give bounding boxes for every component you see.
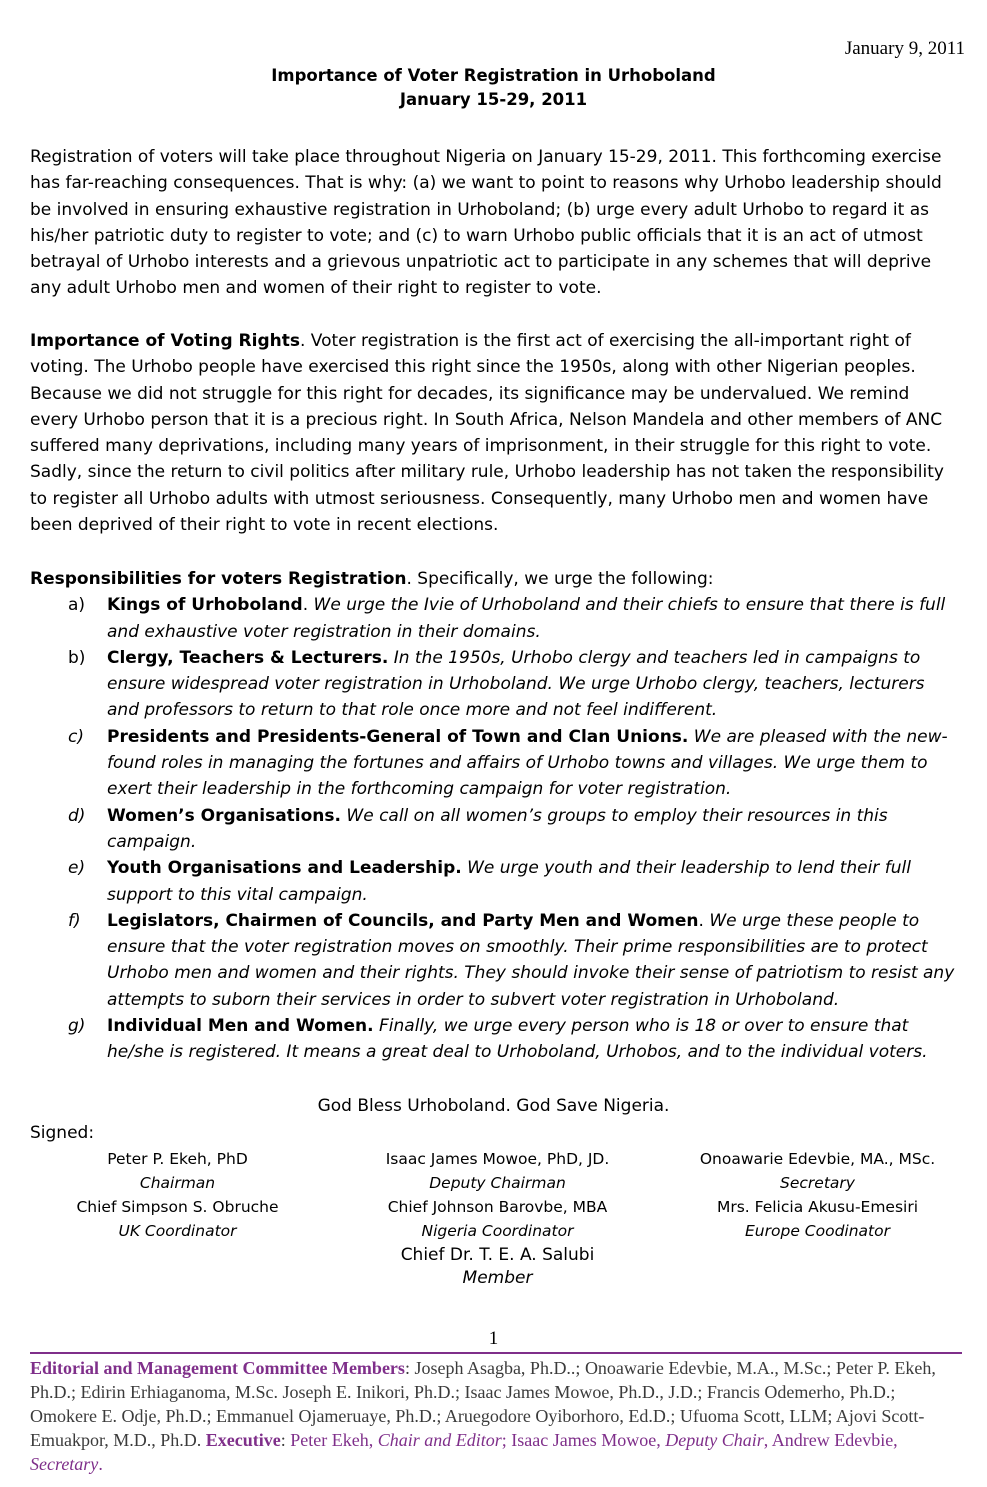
page-number: 1 — [488, 1328, 499, 1349]
responsibilities-section — [30, 566, 960, 1066]
list-item-content — [107, 908, 960, 1013]
executive-role-2: Deputy Chair — [665, 1430, 764, 1450]
list-item-separator: . — [302, 595, 314, 616]
list-item-letter: e) — [68, 858, 86, 879]
list-item-letter: f) — [68, 910, 81, 931]
responsibilities-intro — [30, 566, 960, 592]
signatory-name: Mrs. Felicia Akusu-Emesiri — [716, 1198, 919, 1216]
footer-end: . — [98, 1454, 103, 1474]
list-item — [30, 908, 960, 1013]
executive-label: Executive — [205, 1430, 281, 1450]
list-item-separator: . — [698, 910, 710, 931]
list-item-content — [107, 855, 960, 908]
list-item-description: Finally, we urge every person who is 18 or over to ensure that he/she is registered. It means a great deal to Urhoboland, Urhobos, and to the individual voters. — [107, 1016, 928, 1063]
signatory-name: Isaac James Mowoe, PhD, JD. — [385, 1150, 610, 1168]
list-item-content — [107, 724, 960, 803]
signatory-name: Onoawarie Edevbie, MA., MSc. — [699, 1150, 936, 1168]
signatory-name: Chief Johnson Barovbe, MBA — [387, 1198, 608, 1216]
list-item-heading: Youth Organisations and Leadership. — [107, 858, 462, 879]
list-item-heading: Individual Men and Women. — [107, 1016, 374, 1037]
list-item-description: We urge the Ivie of Urhoboland and their chiefs to ensure that there is full and exhaustive voter registration in their domains. — [107, 595, 946, 642]
responsibilities-heading: Responsibilities for voters Registration — [30, 569, 407, 589]
closing-blessing: God Bless Urhoboland. God Save Nigeria. — [317, 1096, 670, 1116]
signatory-role: Chairman — [139, 1174, 216, 1192]
member-signatory-role: Member — [462, 1268, 533, 1288]
footer-divider — [30, 1352, 962, 1354]
list-item — [30, 1013, 960, 1066]
list-item-letter: d) — [68, 805, 86, 826]
list-item-heading: Women’s Organisations. — [107, 805, 341, 826]
committee-label: Editorial and Management Committee Members — [30, 1358, 405, 1378]
title-line-2: January 15-29, 2011 — [399, 90, 588, 109]
responsibilities-list — [30, 592, 960, 1065]
executive-separator: : — [280, 1430, 286, 1450]
executive-member-1: Peter Ekeh, — [290, 1430, 378, 1450]
executive-member-2: ; Isaac James Mowoe, — [501, 1430, 666, 1450]
list-item-description: In the 1950s, Urhobo clergy and teachers led in campaigns to ensure widespread voter registration in Urhoboland. We urge Urhobo clergy, teachers, lecturers and professors to return to that role once more and not feel indifferent. — [107, 647, 925, 721]
signatory-column-1 — [40, 1147, 315, 1243]
list-item-letter: g) — [68, 1016, 86, 1037]
voting-rights-paragraph — [30, 328, 960, 538]
list-item-content — [107, 592, 960, 645]
executive-role-1: Chair and Editor — [377, 1430, 502, 1450]
signatory-name: Chief Simpson S. Obruche — [76, 1198, 279, 1216]
list-item-letter: a) — [68, 595, 86, 616]
signatory-role: Deputy Chairman — [429, 1174, 566, 1192]
executive-role-3: Secretary — [30, 1454, 99, 1474]
list-item-description: We urge youth and their leadership to lend their full support to this vital campaign. — [107, 858, 911, 905]
voting-rights-heading: Importance of Voting Rights — [30, 331, 300, 351]
list-item-heading: Clergy, Teachers & Lecturers. — [107, 647, 389, 668]
list-item-letter: c) — [68, 726, 84, 747]
signatory-role: Europe Coodinator — [745, 1222, 890, 1240]
title-line-1: Importance of Voter Registration in Urhoboland — [271, 66, 716, 85]
list-item-description: We are pleased with the new-found roles in managing the fortunes and affairs of Urhobo towns and villages. We urge them to exert their leadership in the forthcoming campaign for voter registration. — [107, 726, 948, 800]
document-title — [0, 64, 987, 112]
list-item-description: We urge these people to ensure that the voter registration moves on smoothly. Their prime responsibilities are to protect Urhobo men and women and their rights. They should invoke their sense of patriotism to resist any attempts to suborn their services in order to subvert voter registration in Urhoboland. — [107, 910, 955, 1010]
intro-paragraph: Registration of voters will take place throughout Nigeria on January 15-29, 2011. This forthcoming exercise has far-reaching consequences. That is why: (a) we want to point to reasons why Urhobo leadership should be involved in ensuring exhaustive registration in Urhoboland; (b) urge every adult Urhobo to regard it as his/her patriotic duty to register to vote; and (c) to warn Urhobo public officials that it is an act of utmost betrayal of Urhobo interests and a grievous unpatriotic act to participate in any schemes that will deprive any adult Urhobo men and women of their right to register to vote. — [30, 147, 942, 299]
list-item-letter: b) — [68, 647, 86, 668]
signatory-name: Peter P. Ekeh, PhD — [107, 1150, 248, 1168]
signatory-column-2 — [355, 1147, 640, 1243]
document-date: January 9, 2011 — [844, 38, 965, 59]
list-item-content — [107, 803, 960, 856]
signed-label: Signed: — [30, 1123, 95, 1143]
list-item-heading: Legislators, Chairmen of Councils, and Party Men and Women — [107, 910, 699, 931]
committee-members: : Joseph Asagba, Ph.D..; Onoawarie Edevbie, M.A., M.Sc.; Peter P. Ekeh, Ph.D.; Edirin Erhiaganoma, M.Sc. Joseph E. Inikori, Ph.D.; Isaac James Mowoe, Ph.D., J.D.; Francis Odemerho, Ph.D.; Omokere E. Odje, Ph.D.; Emmanuel Ojameruaye, Ph.D.; Aruegodore Oyiborhoro, Ed.D.; Ufuoma Scott, LLM; Ajovi Scott-Emuakpor, M.D., Ph.D. — [30, 1358, 936, 1450]
list-item — [30, 592, 960, 645]
executive-member-3: , Andrew Edevbie, — [763, 1430, 898, 1450]
signatory-role: Nigeria Coordinator — [421, 1222, 574, 1240]
list-item-description: We call on all women’s groups to employ their resources in this campaign. — [107, 805, 888, 852]
signatory-role: UK Coordinator — [118, 1222, 237, 1240]
list-item-content — [107, 1013, 960, 1066]
responsibilities-text: . Specifically, we urge the following: — [406, 569, 714, 589]
footer-committee — [30, 1356, 962, 1476]
signatory-role: Secretary — [780, 1174, 855, 1192]
member-signatory-name: Chief Dr. T. E. A. Salubi — [400, 1245, 595, 1265]
list-item — [30, 803, 960, 856]
list-item — [30, 724, 960, 803]
voting-rights-text: . Voter registration is the first act of exercising the all-important right of voting. The Urhobo people have exercised this right since the 1950s, along with other Nigerian peoples. Because we did not struggle for this right for decades, its significance may be undervalued. We remind every Urhobo person that it is a precious right. In South Africa, Nelson Mandela and other members of ANC suffered many deprivations, including many years of imprisonment, in their struggle for this right to vote. Sadly, since the return to civil politics after military rule, Urhobo leadership has not taken the responsibility to register all Urhobo adults with utmost seriousness. Consequently, many Urhobo men and women have been deprived of their right to vote in recent elections. — [30, 331, 944, 536]
list-item — [30, 855, 960, 908]
list-item-content — [107, 645, 960, 724]
list-item-heading: Kings of Urhoboland — [107, 595, 303, 616]
list-item-heading: Presidents and Presidents-General of Town and Clan Unions. — [107, 726, 689, 747]
list-item — [30, 645, 960, 724]
signatory-column-3 — [675, 1147, 960, 1243]
